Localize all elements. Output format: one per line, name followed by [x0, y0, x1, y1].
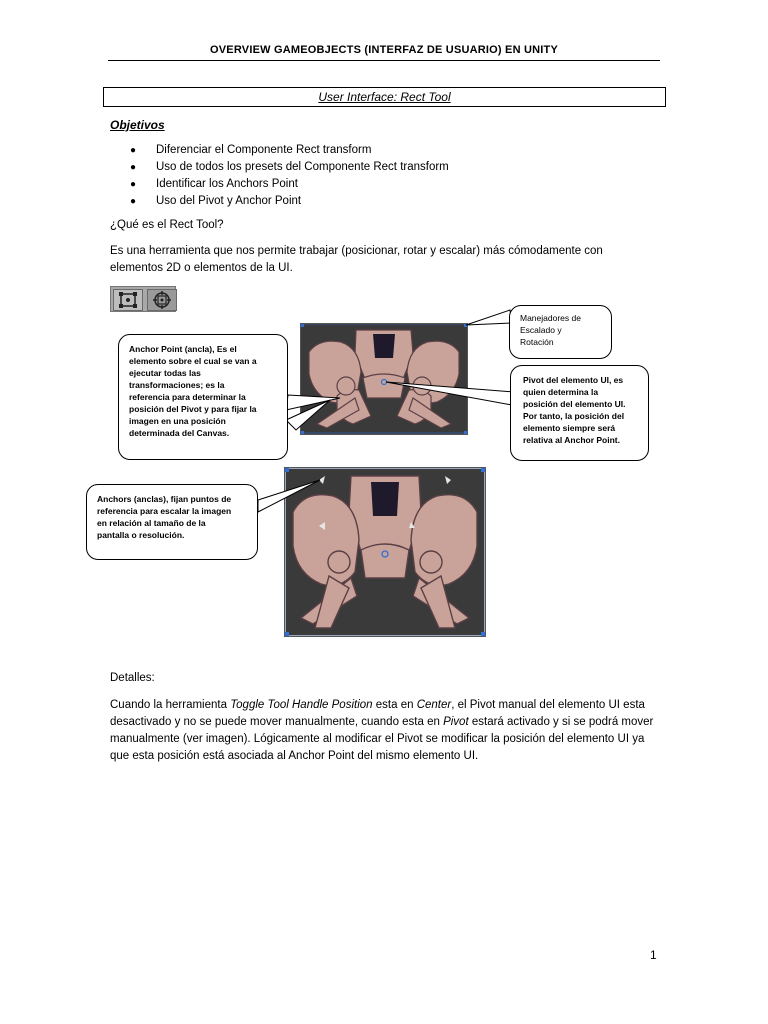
details-paragraph: Cuando la herramienta Toggle Tool Handle Position esta en Center, el Pivot manual del elemento UI esta desactivado y no se puede mover manualmente, cuando esta en Pivot estará activado y si se podrá mover manualmente (ver imagen). Lógicamente al modificar el Pivot se modificar la posición del elemento UI ya que esta posición está asociada al Anchor Point del mismo elemento UI. — [110, 699, 654, 762]
section-title: User Interface: Rect Tool — [318, 90, 451, 104]
detalles-heading: Detalles: — [110, 672, 155, 684]
callout-pivot: Pivot del elemento UI, es quien determina la posición del elemento UI. Por tanto, la posición del elemento siempre será relativa al Anchor Point. — [510, 365, 649, 461]
list-item: ● Uso del Pivot y Anchor Point — [128, 193, 449, 210]
page-number: 1 — [650, 948, 657, 962]
bullet-icon: ● — [130, 196, 137, 207]
callout-handles: Manejadores de Escalado y Rotación — [509, 305, 612, 359]
list-item: ● Identificar los Anchors Point — [128, 176, 449, 193]
callout-anchor-point: Anchor Point (ancla), Es el elemento sobre el cual se van a ejecutar todas las transformaciones; es la referencia para determinar la posición del Pivot y para fijar la imagen en una posición determinada del Canvas. — [118, 334, 288, 460]
toggle-tool-term: Toggle Tool Handle Position — [230, 699, 373, 711]
callout-anchors: Anchors (anclas), fijan puntos de referencia para escalar la imagen en relación al tamaño de la pantalla o resolución. — [86, 484, 258, 560]
intro-line-1: Es una herramienta que nos permite trabajar (posicionar, rotar y escalar) más cómodamente con — [110, 245, 603, 257]
question-text: ¿Qué es el Rect Tool? — [110, 219, 224, 231]
bullet-icon: ● — [130, 179, 137, 190]
center-term: Center — [416, 699, 452, 711]
list-item: ● Uso de todos los presets del Componente Rect transform — [128, 159, 449, 176]
intro-line-2: elementos 2D o elementos de la UI. — [110, 262, 293, 274]
pivot-term: Pivot — [443, 716, 469, 728]
objetivos-heading: Objetivos — [110, 118, 165, 132]
bullet-icon: ● — [130, 162, 137, 173]
bullet-icon: ● — [130, 145, 137, 156]
page-header: OVERVIEW GAMEOBJECTS (INTERFAZ DE USUARIO) EN UNITY — [210, 44, 558, 56]
list-item: ● Diferenciar el Componente Rect transform — [128, 142, 449, 159]
